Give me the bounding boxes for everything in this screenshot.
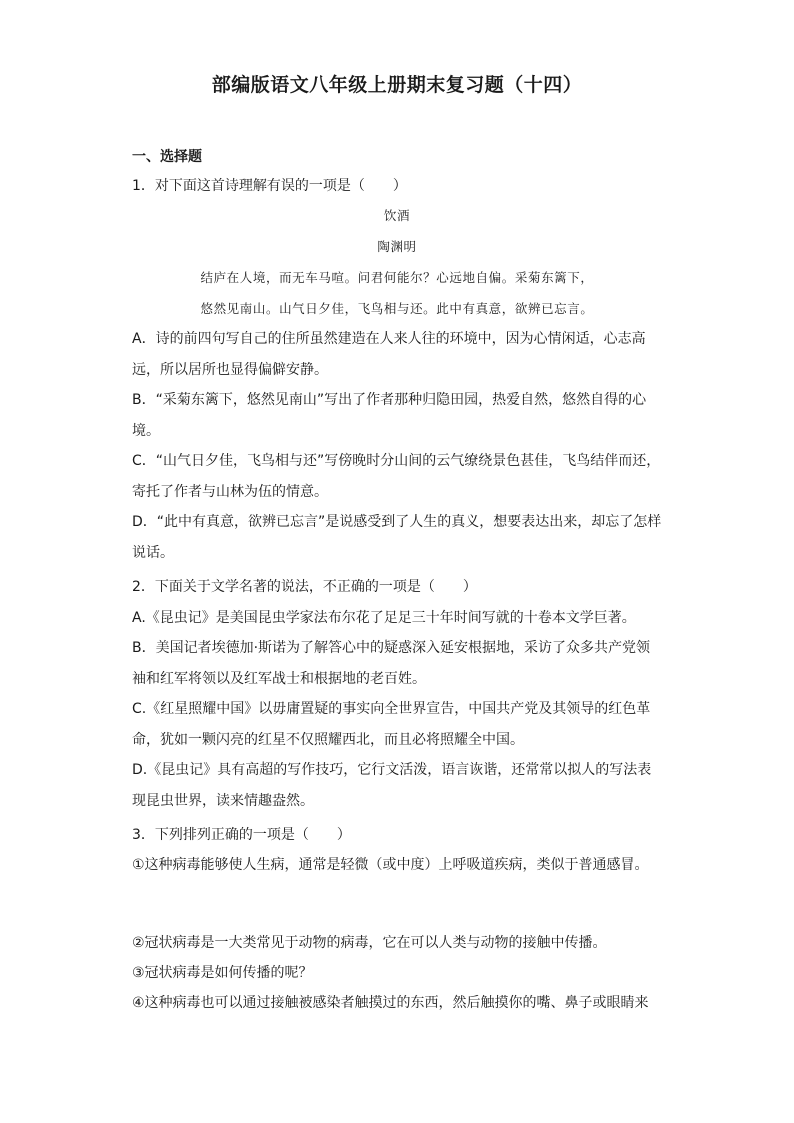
question-stem: 3．下列排列正确的一项是（ ） [132,827,351,843]
option-d[interactable]: D．“此中有真意，欲辨已忘言”是说感受到了人生的真义，想要表达出来，却忘了怎样说话。 [132,514,662,561]
blank-space [132,880,662,928]
sentence-item-4: ④这种病毒也可以通过接触被感染者触摸过的东西，然后触摸你的嘴、鼻子或眼睛来 [132,995,649,1011]
poem-line: 悠然见南山。山气日夕佳，飞鸟相与还。此中有真意，欲辨已忘言。 [200,301,594,316]
section-heading: 一、选择题 [132,149,202,165]
poem-author: 陶渊明 [377,239,417,254]
question-1 [132,172,662,568]
question-3 [132,820,662,1018]
option-b[interactable]: B．“采菊东篱下，悠然见南山”写出了作者那种归隐田园，热爱自然，悠然自得的心境。 [132,392,647,439]
sentence-item-2: ②冠状病毒是一大类常见于动物的病毒，它在可以人类与动物的接触中传播。 [132,935,607,951]
question-stem: 2．下面关于文学名著的说法，不正确的一项是（ ） [132,579,477,595]
question-2 [132,572,662,816]
sentence-item-1: ①这种病毒能够使人生病，通常是轻微（或中度）上呼吸道疾病，类似于普通感冒。 [132,857,649,873]
question-stem: 1．对下面这首诗理解有误的一项是（ ） [132,178,407,194]
option-a[interactable]: A.《昆虫记》是美国昆虫学家法布尔花了足足三十年时间写就的十卷本文学巨著。 [132,609,636,626]
sentence-item-3: ③冠状病毒是如何传播的呢？ [132,965,313,981]
poem-line: 结庐在人境，而无车马喧。问君何能尔？心远地自偏。采菊东篱下， [200,270,594,285]
document-title: 部编版语文八年级上册期末复习题（十四） [211,74,583,96]
option-b[interactable]: B．美国记者埃德加·斯诺为了解答心中的疑惑深入延安根据地，采访了众多共产党领袖和红军将领以及红军战士和根据地的老百姓。 [132,640,651,687]
option-c[interactable]: C．“山气日夕佳，飞鸟相与还”写傍晚时分山间的云气缭绕景色甚佳，飞鸟结伴而还，寄托了作者与山林为伍的情意。 [132,453,661,500]
option-d[interactable]: D.《昆虫记》具有高超的写作技巧，它行文活泼，语言诙谐，还常常以拟人的写法表现昆虫世界，读来情趣盎然。 [132,762,652,809]
option-a[interactable]: A．诗的前四句写自己的住所虽然建造在人来人往的环境中，因为心情闲适，心志高远，所以居所也显得偏僻安静。 [132,331,646,378]
poem-block [132,200,662,324]
question-list [132,172,662,1018]
option-c[interactable]: C.《红星照耀中国》以毋庸置疑的事实向全世界宣告，中国共产党及其领导的红色革命，犹如一颗闪亮的红星不仅照耀西北，而且必将照耀全中国。 [132,701,651,748]
poem-title: 饮酒 [383,208,411,223]
